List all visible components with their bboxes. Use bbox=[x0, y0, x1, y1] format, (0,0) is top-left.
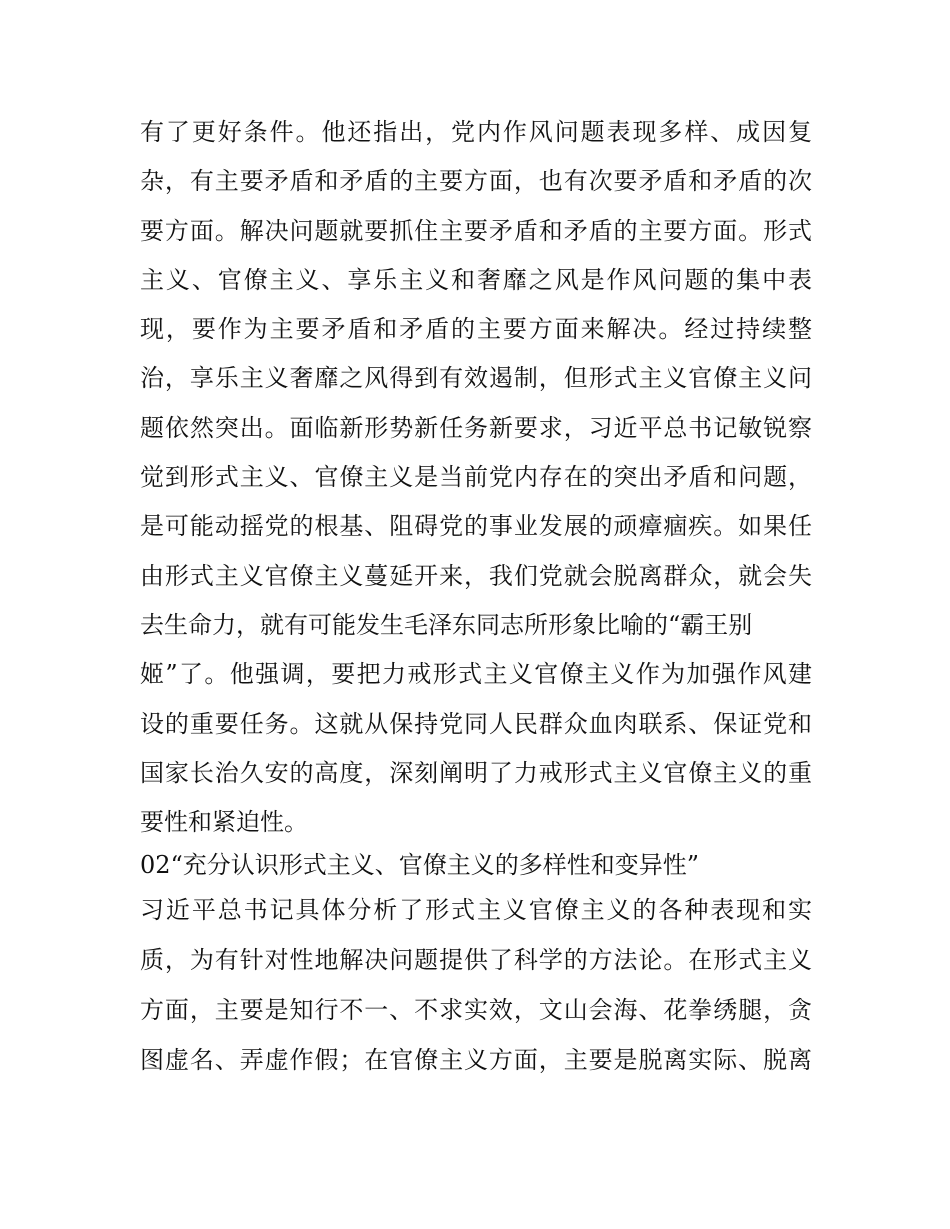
paragraph-line: 治，享乐主义奢靡之风得到有效遏制，但形式主义官僚主义问 bbox=[140, 364, 812, 393]
paragraph-line: 习近平总书记具体分析了形式主义官僚主义的各种表现和实 bbox=[140, 896, 812, 924]
paragraph-line: 要方面。解决问题就要抓住主要矛盾和矛盾的主要方面。形式 bbox=[140, 216, 812, 245]
paragraph-line: 国家长治久安的高度，深刻阐明了力戒形式主义官僚主义的重 bbox=[140, 758, 812, 787]
paragraph-line: 主义、官僚主义、享乐主义和奢靡之风是作风问题的集中表 bbox=[140, 265, 812, 294]
paragraph-line: 有了更好条件。他还指出，党内作风问题表现多样、成因复 bbox=[140, 118, 812, 146]
paragraph-line: 要性和紧迫性。 bbox=[140, 808, 308, 837]
paragraph-line: 现，要作为主要矛盾和矛盾的主要方面来解决。经过持续整 bbox=[140, 315, 812, 344]
section-heading: 02“充分认识形式主义、官僚主义的多样性和变异性” bbox=[140, 851, 700, 879]
paragraph-line: 质，为有针对性地解决问题提供了科学的方法论。在形式主义 bbox=[140, 946, 812, 974]
paragraph-line: 图虚名、弄虚作假；在官僚主义方面，主要是脱离实际、脱离 bbox=[140, 1046, 812, 1074]
paragraph-line: 设的重要任务。这就从保持党同人民群众血肉联系、保证党和 bbox=[140, 709, 812, 738]
paragraph-line: 去生命力，就有可能发生毛泽东同志所形象比喻的“霸王别 bbox=[140, 610, 753, 639]
paragraph-2 bbox=[140, 885, 820, 1085]
paragraph-line: 是可能动摇党的根基、阻碍党的事业发展的顽瘴痼疾。如果任 bbox=[140, 512, 812, 541]
paragraph-line: 由形式主义官僚主义蔓延开来，我们党就会脱离群众，就会失 bbox=[140, 561, 812, 590]
paragraph-line: 杂，有主要矛盾和矛盾的主要方面，也有次要矛盾和矛盾的次 bbox=[140, 167, 812, 196]
paragraph-line: 觉到形式主义、官僚主义是当前党内存在的突出矛盾和问题， bbox=[140, 463, 812, 492]
paragraph-line: 题依然突出。面临新形势新任务新要求，习近平总书记敏锐察 bbox=[140, 413, 812, 442]
paragraph-line: 姬”了。他强调，要把力戒形式主义官僚主义作为加强作风建 bbox=[140, 660, 812, 689]
paragraph-1 bbox=[140, 108, 820, 847]
paragraph-line: 方面，主要是知行不一、不求实效，文山会海、花拳绣腿，贪 bbox=[140, 996, 812, 1024]
section-heading-block bbox=[140, 845, 820, 885]
